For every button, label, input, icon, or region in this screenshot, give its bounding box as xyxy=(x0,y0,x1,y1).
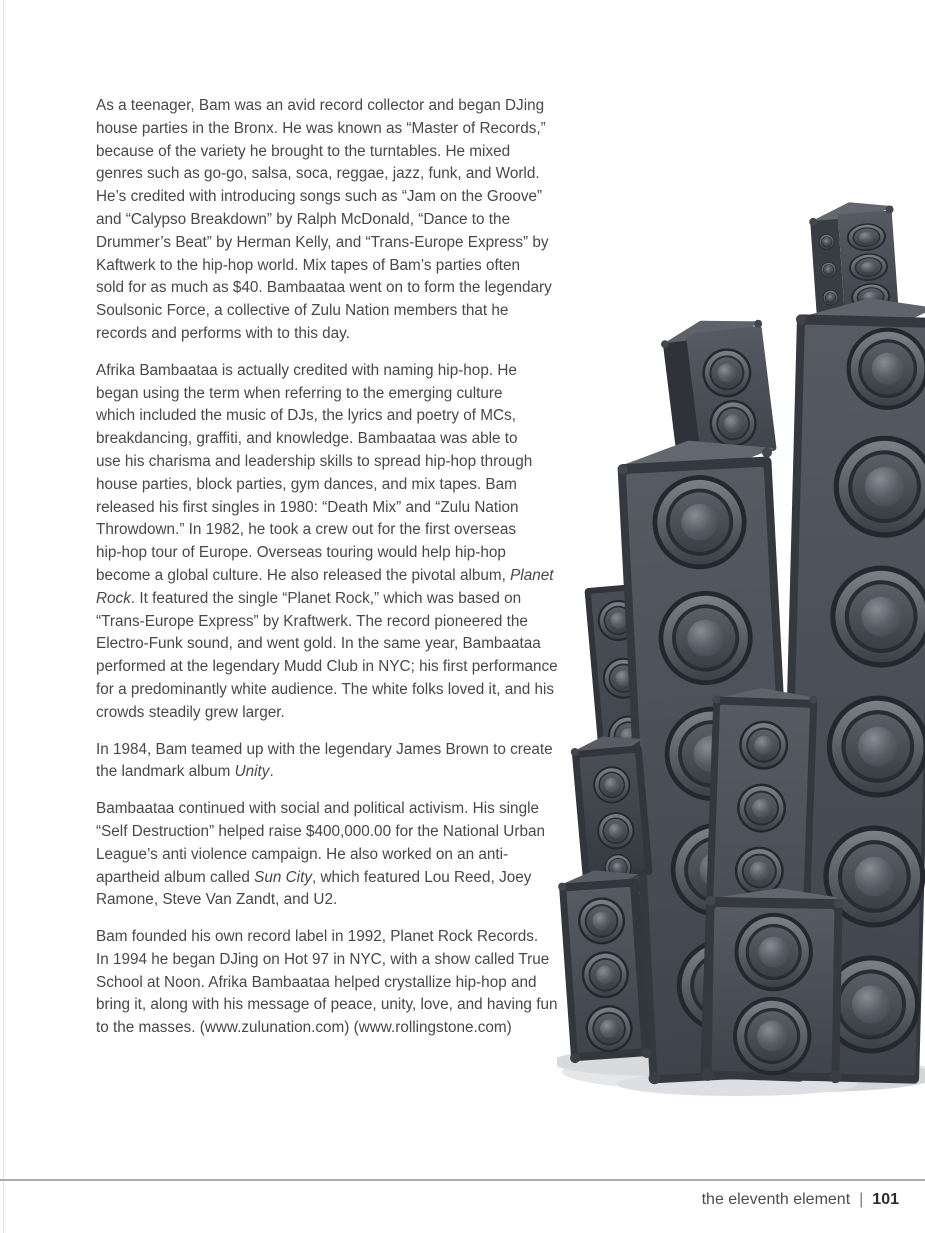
paragraph: Bam founded his own record label in 1992, Planet Rock Records. In 1994 he began DJing on Hot 97 in NYC, with a show called True School at Noon. Afrika Bambaataa helped crystallize hip-hop and bring it, along with his message of peace, unity, love, and having fun to the masses. (www.zulunation.com) (www.rollingstone.com) xyxy=(96,928,558,1037)
paragraph: In 1984, Bam teamed up with the legendary James Brown to create the landmark album Unity. xyxy=(96,740,553,781)
page-edge-line xyxy=(3,0,4,1233)
paragraph: Afrika Bambaataa is actually credited with naming hip-hop. He began using the term when referring to the emerging culture which included the music of DJs, the lyrics and poetry of MCs, breakdancing, graffiti, and knowledge. Bambaataa was able to use his charisma and leadership skills to spread hip-hop through house parties, block parties, gym dances, and mix tapes. Bam released his first singles in 1980: “Death Mix” and “Zulu Nation Throwdown.” In 1982, he took a crew out for the first overseas hip-hop tour of Europe. Overseas touring would help hip-hop become a global culture. He also released the pivotal album, Planet Rock. It featured the single “Planet Rock,” which was based on “Trans-Europe Express” by Kraftwerk. The record pioneered the Electro-Funk sound, and went gold. In the same year, Bambaataa performed at the legendary Mudd Club in NYC; his first performance for a predominantly white audience. The white folks loved it, and his crowds steadily grew larger. xyxy=(96,361,558,721)
page-number: 101 xyxy=(872,1191,899,1208)
speaker-stack-illustration xyxy=(557,200,925,1100)
footer xyxy=(702,1191,899,1209)
book-title: the eleventh element xyxy=(701,1191,851,1208)
footer-divider xyxy=(0,1179,925,1181)
footer-separator: | xyxy=(859,1191,864,1208)
paragraph: As a teenager, Bam was an avid record collector and began DJing house parties in the Bronx. He was known as “Master of Records,” because of the variety he brought to the turntables. He mixed genres such as go-go, salsa, soca, reggae, jazz, funk, and World. He’s credited with introducing songs such as “Jam on the Groove” and “Calypso Breakdown” by Ralph McDonald, “Dance to the Drummer’s Beat” by Herman Kelly, and “Trans-Europe Express” by Kaftwerk to the hip-hop world. Mix tapes of Bam’s parties often sold for as much as $40. Bambaataa went on to form the legendary Soulsonic Force, a collective of Zulu Nation members that he records and performs with to this day. xyxy=(96,97,552,342)
paragraph: Bambaataa continued with social and political activism. His single “Self Destruction” helped raise $400,000.00 for the National Urban League’s anti violence campaign. He also worked on an anti- apartheid album called Sun City, which featured Lou Reed, Joey Ramone, Steve Van Zandt, and U2. xyxy=(96,800,545,909)
article-text xyxy=(96,95,558,1054)
